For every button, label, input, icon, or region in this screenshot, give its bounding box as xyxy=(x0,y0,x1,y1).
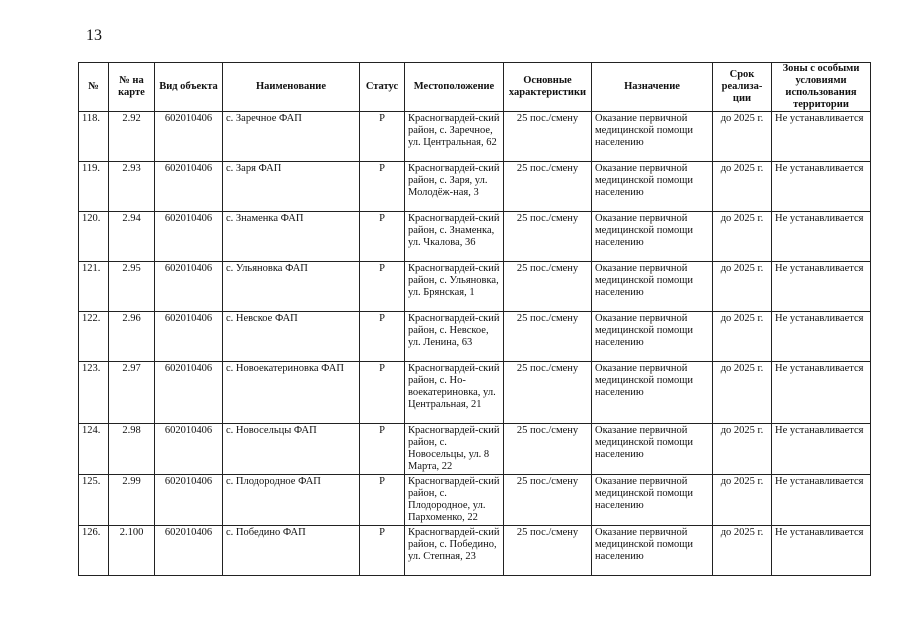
cell-characteristics: 25 пос./смену xyxy=(504,526,592,576)
cell-object-type: 602010406 xyxy=(155,212,223,262)
cell-name: с. Новосельцы ФАП xyxy=(223,424,360,475)
cell-characteristics: 25 пос./смену xyxy=(504,162,592,212)
cell-purpose: Оказание первичной медицинской помощи населению xyxy=(592,362,713,424)
header-purpose: Назначение xyxy=(592,63,713,112)
cell-purpose: Оказание первичной медицинской помощи населению xyxy=(592,262,713,312)
cell-location: Красногвардей-ский район, с. Ульяновка, ул. Брянская, 1 xyxy=(405,262,504,312)
table-row xyxy=(79,475,871,526)
header-object-type: Вид объекта xyxy=(155,63,223,112)
cell-term: до 2025 г. xyxy=(713,262,772,312)
cell-map-no: 2.95 xyxy=(109,262,155,312)
cell-location: Красногвардей-ский район, с. Заря, ул. Молодёж-ная, 3 xyxy=(405,162,504,212)
table-row xyxy=(79,262,871,312)
header-location: Местоположение xyxy=(405,63,504,112)
cell-location: Красногвардей-ский район, с. Но-воекатериновка, ул. Центральная, 21 xyxy=(405,362,504,424)
cell-term: до 2025 г. xyxy=(713,112,772,162)
cell-characteristics: 25 пос./смену xyxy=(504,312,592,362)
cell-term: до 2025 г. xyxy=(713,424,772,475)
cell-map-no: 2.100 xyxy=(109,526,155,576)
cell-name: с. Заря ФАП xyxy=(223,162,360,212)
cell-no: 124. xyxy=(79,424,109,475)
cell-zones: Не устанавливается xyxy=(772,162,871,212)
cell-object-type: 602010406 xyxy=(155,475,223,526)
cell-no: 125. xyxy=(79,475,109,526)
cell-location: Красногвардей-ский район, с. Знаменка, ул. Чкалова, 36 xyxy=(405,212,504,262)
cell-characteristics: 25 пос./смену xyxy=(504,112,592,162)
cell-map-no: 2.94 xyxy=(109,212,155,262)
table-header-row xyxy=(79,63,871,112)
table-row xyxy=(79,424,871,475)
cell-map-no: 2.97 xyxy=(109,362,155,424)
cell-purpose: Оказание первичной медицинской помощи населению xyxy=(592,212,713,262)
cell-map-no: 2.92 xyxy=(109,112,155,162)
table-row xyxy=(79,362,871,424)
cell-status: Р xyxy=(360,312,405,362)
cell-status: Р xyxy=(360,362,405,424)
cell-object-type: 602010406 xyxy=(155,362,223,424)
cell-no: 119. xyxy=(79,162,109,212)
cell-term: до 2025 г. xyxy=(713,212,772,262)
cell-no: 118. xyxy=(79,112,109,162)
cell-term: до 2025 г. xyxy=(713,162,772,212)
cell-status: Р xyxy=(360,526,405,576)
cell-term: до 2025 г. xyxy=(713,312,772,362)
cell-zones: Не устанавливается xyxy=(772,312,871,362)
header-zones: Зоны с особыми условиями использования территории xyxy=(772,63,871,112)
cell-no: 121. xyxy=(79,262,109,312)
cell-map-no: 2.98 xyxy=(109,424,155,475)
cell-zones: Не устанавливается xyxy=(772,112,871,162)
cell-location: Красногвардей-ский район, с. Невское, ул. Ленина, 63 xyxy=(405,312,504,362)
header-map-no: № на карте xyxy=(109,63,155,112)
cell-purpose: Оказание первичной медицинской помощи населению xyxy=(592,312,713,362)
cell-purpose: Оказание первичной медицинской помощи населению xyxy=(592,424,713,475)
cell-no: 123. xyxy=(79,362,109,424)
cell-characteristics: 25 пос./смену xyxy=(504,362,592,424)
cell-name: с. Ульяновка ФАП xyxy=(223,262,360,312)
cell-object-type: 602010406 xyxy=(155,312,223,362)
cell-location: Красногвардей-ский район, с. Новосельцы, ул. 8 Марта, 22 xyxy=(405,424,504,475)
cell-object-type: 602010406 xyxy=(155,526,223,576)
cell-location: Красногвардей-ский район, с. Плодородное, ул. Пархоменко, 22 xyxy=(405,475,504,526)
cell-name: с. Знаменка ФАП xyxy=(223,212,360,262)
cell-zones: Не устанавливается xyxy=(772,424,871,475)
header-status: Статус xyxy=(360,63,405,112)
cell-status: Р xyxy=(360,475,405,526)
header-no: № xyxy=(79,63,109,112)
cell-characteristics: 25 пос./смену xyxy=(504,475,592,526)
cell-no: 126. xyxy=(79,526,109,576)
cell-name: с. Невское ФАП xyxy=(223,312,360,362)
cell-no: 120. xyxy=(79,212,109,262)
cell-map-no: 2.93 xyxy=(109,162,155,212)
cell-object-type: 602010406 xyxy=(155,112,223,162)
cell-status: Р xyxy=(360,212,405,262)
cell-object-type: 602010406 xyxy=(155,424,223,475)
header-characteristics: Основные характеристики xyxy=(504,63,592,112)
header-name: Наименование xyxy=(223,63,360,112)
cell-zones: Не устанавливается xyxy=(772,526,871,576)
cell-name: с. Заречное ФАП xyxy=(223,112,360,162)
cell-name: с. Новоекатериновка ФАП xyxy=(223,362,360,424)
cell-characteristics: 25 пос./смену xyxy=(504,424,592,475)
page-number: 13 xyxy=(86,27,102,44)
cell-object-type: 602010406 xyxy=(155,262,223,312)
cell-location: Красногвардей-ский район, с. Заречное, ул. Центральная, 62 xyxy=(405,112,504,162)
table-row xyxy=(79,312,871,362)
cell-zones: Не устанавливается xyxy=(772,262,871,312)
cell-zones: Не устанавливается xyxy=(772,362,871,424)
table-row xyxy=(79,112,871,162)
cell-characteristics: 25 пос./смену xyxy=(504,212,592,262)
cell-zones: Не устанавливается xyxy=(772,212,871,262)
cell-name: с. Победино ФАП xyxy=(223,526,360,576)
cell-map-no: 2.99 xyxy=(109,475,155,526)
cell-status: Р xyxy=(360,424,405,475)
cell-characteristics: 25 пос./смену xyxy=(504,262,592,312)
cell-location: Красногвардей-ский район, с. Победино, ул. Степная, 23 xyxy=(405,526,504,576)
table-row xyxy=(79,526,871,576)
cell-status: Р xyxy=(360,162,405,212)
cell-term: до 2025 г. xyxy=(713,475,772,526)
cell-term: до 2025 г. xyxy=(713,362,772,424)
cell-status: Р xyxy=(360,262,405,312)
cell-name: с. Плодородное ФАП xyxy=(223,475,360,526)
cell-no: 122. xyxy=(79,312,109,362)
cell-map-no: 2.96 xyxy=(109,312,155,362)
cell-term: до 2025 г. xyxy=(713,526,772,576)
cell-purpose: Оказание первичной медицинской помощи населению xyxy=(592,526,713,576)
cell-purpose: Оказание первичной медицинской помощи населению xyxy=(592,475,713,526)
cell-purpose: Оказание первичной медицинской помощи населению xyxy=(592,112,713,162)
cell-purpose: Оказание первичной медицинской помощи населению xyxy=(592,162,713,212)
objects-table xyxy=(78,62,871,576)
cell-zones: Не устанавливается xyxy=(772,475,871,526)
header-term: Срок реализа-ции xyxy=(713,63,772,112)
cell-object-type: 602010406 xyxy=(155,162,223,212)
table-row xyxy=(79,162,871,212)
cell-status: Р xyxy=(360,112,405,162)
table-row xyxy=(79,212,871,262)
